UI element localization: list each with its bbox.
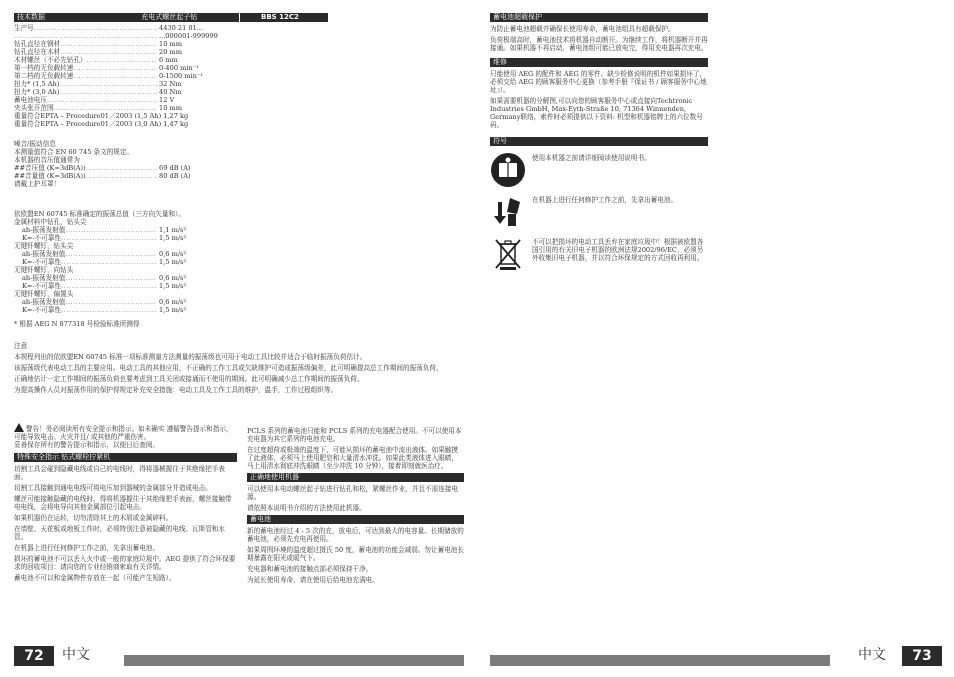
spec-value: 4430 21 01... <box>159 24 204 32</box>
note-paragraph: 正确地估计一定工作期间的振荡负荷也要考虑到工具关闭或接通而不使用的期间。此可明确减少总工作期间的振荡负荷。 <box>14 375 364 383</box>
warning-icon <box>14 423 24 432</box>
spec-label: 第一档的无负载转速 <box>14 64 74 72</box>
spec-value: 0,6 m/s² <box>159 250 187 258</box>
spec-row <box>14 80 239 88</box>
spec-label: 扭力* (3,0 Ah) <box>14 88 60 96</box>
warning-line <box>14 441 237 449</box>
vibration-group-title: 无键钎螺钉，钻头尖 <box>14 242 74 250</box>
spec-value: 6 mm <box>159 56 178 64</box>
spec-row <box>14 226 239 234</box>
spec-leader <box>65 298 157 306</box>
spec-label: 蓄电池电压 <box>14 96 47 104</box>
spec-leader <box>59 88 157 96</box>
symbol-description: 不可以把损坏的电动工具丢弃在家庭垃圾中！根据被欧盟各国引用的有关旧电子机器的欧洲法规2002/96/EC，必须另外收集旧电子机器，并以符合环保规定的方式回收再利用。 <box>532 238 704 262</box>
safety-paragraph: 螺丝可能接触隐藏的电线时，得将机器握住于其绝缘把手表面，螺丝接触带电电线，会将电导向其他金属部位引起电击。 <box>14 495 232 511</box>
vibration-section <box>14 210 239 328</box>
spec-label: K=-不可靠性 <box>22 282 62 290</box>
model-number: BBS 12C2 <box>261 13 299 21</box>
warning-text: 警告！务必阅读所有安全提示和指示。如未确实 遵循警告提示和指示，可能导致电击、火灾并且/ 或其他的严重伤害。 <box>14 425 233 441</box>
spec-leader <box>86 164 157 172</box>
warning-text: 妥善保存所有的警告提示和指示，以便日后查阅。 <box>14 441 160 449</box>
spec-value: 32 Nm <box>159 80 182 88</box>
tech-data-header <box>14 13 239 22</box>
spec-label: 生产号 <box>14 24 34 32</box>
spec-value: 10 mm <box>159 104 182 112</box>
spec-value: 80 dB (A) <box>159 172 191 180</box>
symbols-list <box>490 152 708 272</box>
spec-row <box>14 48 239 56</box>
spec-label: K=-不可靠性 <box>22 234 62 242</box>
spec-leader <box>59 80 157 88</box>
language-label: 中文 <box>858 647 886 663</box>
spec-row <box>14 172 239 180</box>
battery-column <box>247 427 464 587</box>
section-title: 维修 <box>493 58 507 66</box>
special-safety-title: 特殊安全指示 钻式螺栓拧紧机 <box>17 453 111 461</box>
crossed-bin-icon <box>490 236 526 272</box>
vibration-intro-line: 金属材料中钻孔，钻头尖 <box>14 218 87 226</box>
note-paragraph: 本规程列出的依欧盟EN 60745 标准一项标准测量方法测量的振荡级也可用于电动工具比较并适合于临时振荡负荷估计。 <box>14 353 367 361</box>
spec-value: 1,5 m/s² <box>159 234 187 242</box>
noise-section <box>14 140 239 188</box>
spec-row <box>14 258 239 266</box>
section-paragraph: 只能使用 AEG 的配件和 AEG 的零件。缺少检修说明的机件如果损坏了，必须交给 AEG 的顾客服务中心更换（参考手册『保证书 / 顾客服务中心地址』）。 <box>490 70 707 94</box>
safety-column <box>14 423 237 585</box>
spec-value: 69 dB (A) <box>159 164 191 172</box>
spec-label: ##音压值 (K=3dB(A)) <box>14 164 86 172</box>
spec-leader <box>73 64 157 72</box>
spec-label: K=-不可靠性 <box>22 306 62 314</box>
safety-paragraph: 损坏的蓄电池不可以丢入火中或一般的家庭垃圾中。AEG 提供了符合环保要求的回收项目：请向您的专业经销商索取有关详情。 <box>14 555 236 571</box>
safety-paragraph: 在机器上进行任何修护工作之前，先拿出蓄电池。 <box>14 544 160 552</box>
spec-leader <box>14 32 157 40</box>
spec-label: 木材螺丝（不必先钻孔） <box>14 56 87 64</box>
section-paragraph: 如果需要机器的分解图,可以向您的顾客服务中心或直接向Techtronic Industries GmbH, Max-Eyth-Straße 10, 71364 Winnenden, Germany联络，索件时必须提供以下资料: 机型和机器铭牌上的六位数号码。 <box>490 97 703 129</box>
symbol-row <box>490 236 708 272</box>
ear-protection-note: 请戴上护耳罩！ <box>14 180 61 188</box>
spec-row <box>14 250 239 258</box>
vibration-footnote: * 根据 AEG N 877318 号检验标准所测得 <box>14 320 140 328</box>
spec-leader <box>65 250 157 258</box>
spec-label: ah-振荡发射值 <box>22 298 66 306</box>
spec-value: 12 V <box>159 96 175 104</box>
spec-label: 重量符合EPTA – Procedure01／2003 (1,5 Ah) <box>14 112 162 120</box>
spec-label: 钻孔直径在钢材 <box>14 40 61 48</box>
warning-line <box>14 423 237 441</box>
vibration-group-title: 无键钎螺钉，偏置头 <box>14 290 74 298</box>
section-paragraph: 如果周围环境的温度超过摄氏 50 度，蓄电池的功能会减弱。勿让蓄电池长期暴露在阳光或暖气下。 <box>247 546 464 562</box>
section-paragraph: 可以使用本电动螺丝起子钻进行钻孔和松，紧螺丝作业，并且不需连接电源。 <box>247 485 458 501</box>
spec-leader <box>34 24 157 32</box>
spec-label: 夹头张开范围 <box>14 104 54 112</box>
symbol-row <box>490 194 708 230</box>
spec-row <box>14 164 239 172</box>
spec-leader <box>73 72 157 80</box>
spec-leader <box>86 172 157 180</box>
spec-row <box>14 72 239 80</box>
section-header <box>490 13 708 22</box>
spec-label: ah-振荡发射值 <box>22 226 66 234</box>
left-footer <box>14 646 464 666</box>
section-header <box>247 515 464 524</box>
tech-data-column <box>14 13 239 328</box>
spec-value: 0-400 min⁻¹ <box>159 64 199 72</box>
spec-row <box>14 88 239 96</box>
spec-label: ah-振荡发射值 <box>22 274 66 282</box>
page-number: 73 <box>902 646 942 666</box>
spec-leader <box>65 274 157 282</box>
spec-row <box>14 40 239 48</box>
spec-label: ##音量值 (K=3dB(A)) <box>14 172 86 180</box>
spec-label: 扭力* (1,5 Ah) <box>14 80 60 88</box>
battery-paragraph: 在过度超荷或极端的温度下，可能从损坏的蓄电池中流出液体。如果触摸了此液体，必须马上使用肥皂和大量清水冲洗。如果此类液体进入眼睛，马上用清水彻底冲洗眼睛（至少冲洗 10 分钟），接着即刻就医治疗。 <box>247 446 458 470</box>
safety-paragraph: 蓄电池不可以和金属物件存放在一起（可能产生短路）。 <box>14 574 176 582</box>
warning-block <box>14 423 237 449</box>
section-header <box>247 473 464 482</box>
section-paragraph: 新的蓄电池经过 4 - 5 次的充，放电后，可达到最大的电容量。长期储放的蓄电池，必须先充电再使用。 <box>247 527 464 543</box>
spec-value: 0,6 m/s² <box>159 274 187 282</box>
section-paragraph: 充电器和蓄电池的接触点部必须保持干净。 <box>247 565 373 573</box>
spec-row <box>14 32 239 40</box>
spec-row <box>14 64 239 72</box>
section-title: 正确地使用机器 <box>250 473 299 481</box>
right-page <box>477 0 954 677</box>
right-column <box>490 13 708 278</box>
spec-leader <box>61 282 157 290</box>
spec-row <box>14 306 239 314</box>
noise-intro-line: 本机器的音压值通常为 <box>14 156 80 164</box>
spec-leader <box>60 48 157 56</box>
product-name: 充电式螺丝起子钻 <box>141 13 198 21</box>
note-paragraph: 该振荡级代表电动工具的主要应用。电动工具的其他应用，不正确的工作工具或欠缺维护可造成振荡级偏差，此可明确提高总工作期间的振荡负荷。 <box>14 364 443 372</box>
safety-paragraph: 如果机器仍在运转，切勿清除其上的木屑或金属碎料。 <box>14 514 173 522</box>
language-label: 中文 <box>62 647 90 663</box>
spec-value: 1,5 m/s² <box>159 258 187 266</box>
spec-leader <box>61 258 157 266</box>
manual-icon <box>490 152 526 188</box>
symbol-description: 在机器上进行任何修护工作之前，先拿出蓄电池。 <box>532 196 678 204</box>
vibration-intro-line: 依欧盟EN 60745 标准确定的振荡总值（三方向矢量和）。 <box>14 210 185 218</box>
spec-value: 1,5 m/s² <box>159 306 187 314</box>
spec-value: 1,5 m/s² <box>159 282 187 290</box>
spec-label: 第二档的无负载转速 <box>14 72 74 80</box>
safety-paragraph: 切割工具接触到通电电线可将电压加到器械的金属部分并造成电击。 <box>14 484 212 492</box>
spec-leader <box>60 40 157 48</box>
spec-row <box>14 274 239 282</box>
spec-row <box>14 282 239 290</box>
section-paragraph: 为防止蓄电池超载并确保长使用寿命，蓄电池组具有超载保护。 <box>490 25 675 33</box>
symbol-row <box>490 152 708 188</box>
vibration-group-title: 无键钎螺钉，向钻头 <box>14 266 74 274</box>
symbols-header <box>490 137 708 146</box>
spec-leader <box>47 96 157 104</box>
tech-data-title: 技术数据 <box>17 13 45 21</box>
spec-label: ah-振荡发射值 <box>22 250 66 258</box>
spec-leader <box>87 56 157 64</box>
spec-value: 1,1 m/s² <box>159 226 187 234</box>
noise-intro-line: 本测量值符合 EN 60 745 条文的规定。 <box>14 148 134 156</box>
right-footer <box>490 646 940 666</box>
spec-row <box>14 56 239 64</box>
section-title: 蓄电池超载保护 <box>493 13 542 21</box>
spec-value: 1,27 kg <box>163 112 189 120</box>
note-title: 注意 <box>14 342 28 350</box>
section-paragraph: 请依照本说明书介绍的方法使用此机器。 <box>247 504 366 512</box>
spec-row <box>14 234 239 242</box>
spec-label: 重量符合EPTA – Procedure01／2003 (3,0 Ah) <box>14 120 162 128</box>
section-paragraph: 负荷极端高时，蓄电池技术将机器自动断开。为继续工作，将机器断开并再接通。如果机器不再启动，蓄电池组可能已放电完，得用充电器再次充电。 <box>490 36 708 52</box>
section-header <box>490 58 708 67</box>
symbols-title: 符号 <box>493 137 507 145</box>
spec-value: 20 mm <box>159 48 182 56</box>
spec-value: 10 mm <box>159 40 182 48</box>
spec-leader <box>61 306 157 314</box>
safety-paragraph: 在墙壁、天花板或地板工作时，必须特别注意被隐藏的电线、瓦斯管和水管。 <box>14 525 225 541</box>
footer-strip <box>490 655 830 666</box>
spec-leader <box>65 226 157 234</box>
spec-value: 0-1500 min⁻¹ <box>159 72 204 80</box>
safety-paragraph: 切割工具会碰到隐藏电线或自己的电线时，得将器械握住于其绝缘把手表面。 <box>14 465 225 481</box>
spec-label: 钻孔直径在木材 <box>14 48 61 56</box>
spec-row <box>14 96 239 104</box>
spec-row <box>14 298 239 306</box>
spec-row <box>14 120 239 128</box>
spec-value: 0,6 m/s² <box>159 298 187 306</box>
symbol-description: 使用本机器之前请详细阅读使用说明书。 <box>532 154 651 162</box>
spec-value: 1,47 kg <box>163 120 189 128</box>
footer-strip <box>124 655 464 666</box>
spec-value: 40 Nm <box>159 88 182 96</box>
specs-list <box>14 24 239 128</box>
spec-row <box>14 104 239 112</box>
spec-leader <box>61 234 157 242</box>
note-section <box>14 342 464 397</box>
section-title: 蓄电池 <box>250 515 271 523</box>
spec-leader <box>54 104 157 112</box>
battery-remove-icon <box>490 194 526 230</box>
section-paragraph: 为延长使用寿命，请在使用后给电池充满电。 <box>247 576 379 584</box>
special-safety-header <box>14 453 237 462</box>
noise-intro-line: 噪音/振动信息 <box>14 140 56 148</box>
spec-value: ...000001-999999 <box>159 32 218 40</box>
spec-label: K=-不可靠性 <box>22 258 62 266</box>
note-paragraph: 为提高操作人员对振荡作用的保护得规定补充安全措施：电动工具及工作工具的维护，温手，工作过程组织等。 <box>14 386 338 394</box>
spec-row <box>14 24 239 32</box>
battery-paragraph: PCLS 系列的蓄电池只能和 PCLS 系列的充电器配合使用。不可以使用本充电器为其它系列的电池充电。 <box>247 427 462 443</box>
spec-row <box>14 112 239 120</box>
page-number: 72 <box>14 646 54 666</box>
model-bar <box>240 13 328 22</box>
